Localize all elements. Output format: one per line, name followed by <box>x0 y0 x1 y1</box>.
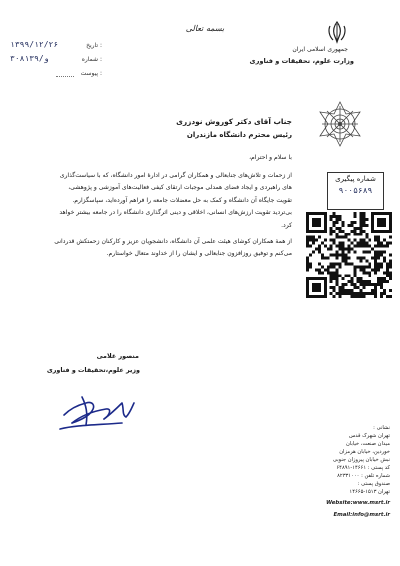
paragraph-line: بی‌تردید تقویت ارزش‌های انسانی، اخلاقی و دینی اثرگذاری دانشگاه را در جامعه بیشتر خواهد <box>59 209 292 217</box>
basmala: بسمه تعالی <box>185 24 225 33</box>
website: Website:www.msrt.ir <box>326 500 390 506</box>
greeting: با سلام و احترام، <box>249 154 292 161</box>
address-line: نبش خیابان پیروزان جنوبی <box>332 457 390 463</box>
number-value: ۳۰۸۱۳۹/و <box>10 54 49 63</box>
paragraph-1 <box>59 170 292 232</box>
paragraph-line: از زحمات و تلاش‌های جنابعالی و همکاران گرامی در ادارهٔ امور دانشگاه، که با سیاست‌گذاری <box>59 172 292 179</box>
phone-number: شماره تلفن : ۸۲۳۳۱۰۰۰ <box>337 473 390 479</box>
address-line: میدان صنعت، خیابان <box>345 441 390 447</box>
number-label: شماره : <box>81 56 102 63</box>
tracking-label: شماره پیگیری <box>335 175 376 183</box>
date-row <box>6 41 102 52</box>
postal-code: کد پستی : ۱۴۶۶۱-۶۴۸۹۱ <box>336 465 390 471</box>
date-label: تاریخ : <box>86 42 102 49</box>
attachment-label: پیوست : <box>80 70 102 77</box>
paragraph-line: از همهٔ همکاران کوشای هیئت علمی آن دانشگاه، دانشجویان عزیز و کارکنان زحمتکش قدردانی <box>54 238 292 245</box>
address-line: تهران شهرک قدس <box>348 433 390 439</box>
address-label: نشانی : <box>373 425 390 431</box>
qr-code-icon <box>306 212 392 298</box>
recipient-name: جناب آقای دکتر کوروش نودزری <box>176 117 292 126</box>
paragraph-line: می‌کنم و توفیق روزافزون جنابعالی و ایشان را از خداوند متعال خواستارم. <box>106 250 292 258</box>
signer-name: منصور غلامی <box>96 352 139 360</box>
po-box-value: تهران ۱۵۱۳-۱۴۶۶۵ <box>349 489 390 495</box>
paragraph-line: های راهبردی و ایجاد فضای همدلی موجبات ارتقای کیفی فعالیت‌های آموزشی و پژوهشی، <box>68 184 292 192</box>
tracking-number: ۹۰۰۵۶۸۹ <box>338 186 373 195</box>
email: Email:info@msrt.ir <box>333 512 390 518</box>
signature-scribble-icon <box>52 385 142 435</box>
paragraph-line: کرد. <box>281 221 292 229</box>
gov-line-2: وزارت علوم، تحقیقات و فناوری <box>249 57 354 65</box>
recipient-title: رئیس محترم دانشگاه مازندران <box>186 131 292 139</box>
attachment-dots <box>56 76 74 77</box>
tracking-box <box>327 172 384 210</box>
number-row <box>6 55 102 66</box>
paragraph-2 <box>54 236 292 261</box>
paragraph-line: تقویت جایگاه آن دانشگاه و کمک به حل معضلات جامعه را فراهم آورده‌اید، سپاسگزارم. <box>72 196 292 204</box>
gov-line-1: جمهوری اسلامی ایران <box>292 46 348 53</box>
date-value: ۱۳۹۹/۱۲/۲۶ <box>10 40 59 49</box>
po-box-label: صندوق پستی : <box>357 481 390 487</box>
attachment-row <box>6 69 102 80</box>
iran-emblem-icon <box>326 20 348 44</box>
address-line: خوردین، خیابان هرمزان <box>339 449 390 455</box>
ornament-icon <box>316 100 364 148</box>
signer-title: وزیر علوم،تحقیقات و فناوری <box>46 366 140 374</box>
